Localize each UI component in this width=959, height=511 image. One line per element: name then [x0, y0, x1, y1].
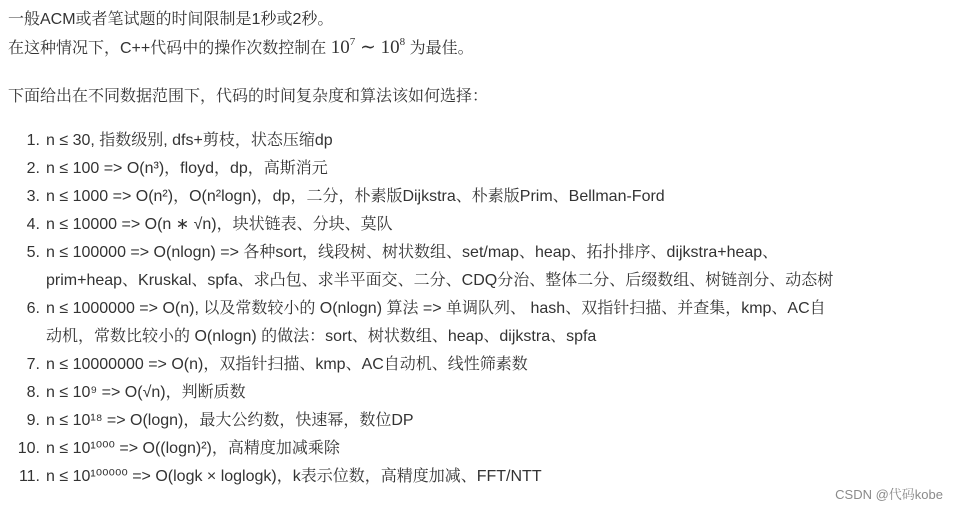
- list-item-line: prim+heap、Kruskal、spfa、求凸包、求半平面交、二分、CDQ分治、整体二分、后缀数组、树链剖分、动态树: [46, 272, 834, 289]
- list-item-line: n ≤ 10¹⁰⁰⁰ => O((logn)²)，高精度加减乘除: [46, 440, 340, 457]
- list-item: [8, 351, 953, 379]
- list-item-number: 8.: [26, 384, 40, 401]
- list-item-line: n ≤ 10⁹ => O(√n)，判断质数: [46, 384, 246, 401]
- list-item: [8, 463, 953, 491]
- list-item-number: 4.: [26, 216, 40, 233]
- list-item-line: n ≤ 10¹⁸ => O(logn)，最大公约数，快速幂，数位DP: [46, 412, 414, 429]
- list-item: [8, 407, 953, 435]
- watermark: CSDN @代码kobe: [835, 487, 943, 502]
- list-item-line: n ≤ 100 => O(n³)，floyd，dp，高斯消元: [46, 160, 328, 177]
- list-item: [8, 155, 953, 183]
- list-item-number: 3.: [26, 188, 40, 205]
- list-item-line: n ≤ 10000000 => O(n)，双指针扫描、kmp、AC自动机、线性筛素数: [46, 356, 528, 373]
- range-base-high: 10: [380, 37, 400, 58]
- range-tilde: ∼: [355, 37, 381, 58]
- list-item: [8, 379, 953, 407]
- list-item-number: 6.: [26, 300, 40, 317]
- intro-line-1: 一般ACM或者笔试题的时间限制是1秒或2秒。: [8, 11, 334, 28]
- complexity-list: [8, 127, 953, 491]
- article-body: [8, 0, 953, 491]
- list-item: [8, 127, 953, 155]
- list-item: [8, 435, 953, 463]
- list-item-number: 7.: [26, 356, 40, 373]
- list-item-line: n ≤ 1000 => O(n²)，O(n²logn)，dp，二分，朴素版Dijkstra、朴素版Prim、Bellman-Ford: [46, 188, 665, 205]
- intro-line-2: [8, 34, 953, 63]
- list-item-line: n ≤ 30, 指数级别, dfs+剪枝，状态压缩dp: [46, 132, 333, 149]
- range-exp-low: 7: [349, 36, 356, 48]
- list-item-number: 9.: [26, 412, 40, 429]
- range-base-low: 10: [330, 37, 350, 58]
- list-item: [8, 239, 953, 295]
- list-item-line: n ≤ 100000 => O(nlogn) => 各种sort，线段树、树状数组、set/map、heap、拓扑排序、dijkstra+heap、: [46, 244, 779, 261]
- list-item-number: 1.: [26, 132, 40, 149]
- range-exp-high: 8: [399, 36, 406, 48]
- list-item: [8, 183, 953, 211]
- list-item-line: n ≤ 10000 => O(n ∗ √n)，块状链表、分块、莫队: [46, 216, 393, 233]
- list-item-number: 5.: [26, 244, 40, 261]
- intro-line-3: 下面给出在不同数据范围下，代码的时间复杂度和算法该如何选择：: [8, 88, 489, 105]
- intro-line-2-prefix: 在这种情况下，C++代码中的操作次数控制在: [8, 40, 331, 57]
- list-item-line: n ≤ 10¹⁰⁰⁰⁰⁰ => O(logk × loglogk)，k表示位数，高精度加减、FFT/NTT: [46, 468, 542, 485]
- list-item-line: 动机，常数比较小的 O(nlogn) 的做法：sort、树状数组、heap、dijkstra、spfa: [46, 328, 597, 345]
- intro-line-2-suffix: 为最佳。: [405, 40, 474, 57]
- list-item: [8, 295, 953, 351]
- list-item-number: 2.: [26, 160, 40, 177]
- list-item-number: 11.: [18, 468, 40, 485]
- list-item: [8, 211, 953, 239]
- list-item-number: 10.: [17, 440, 40, 457]
- list-item-line: n ≤ 1000000 => O(n), 以及常数较小的 O(nlogn) 算法 => 单调队列、 hash、双指针扫描、并查集，kmp、AC自: [46, 300, 826, 317]
